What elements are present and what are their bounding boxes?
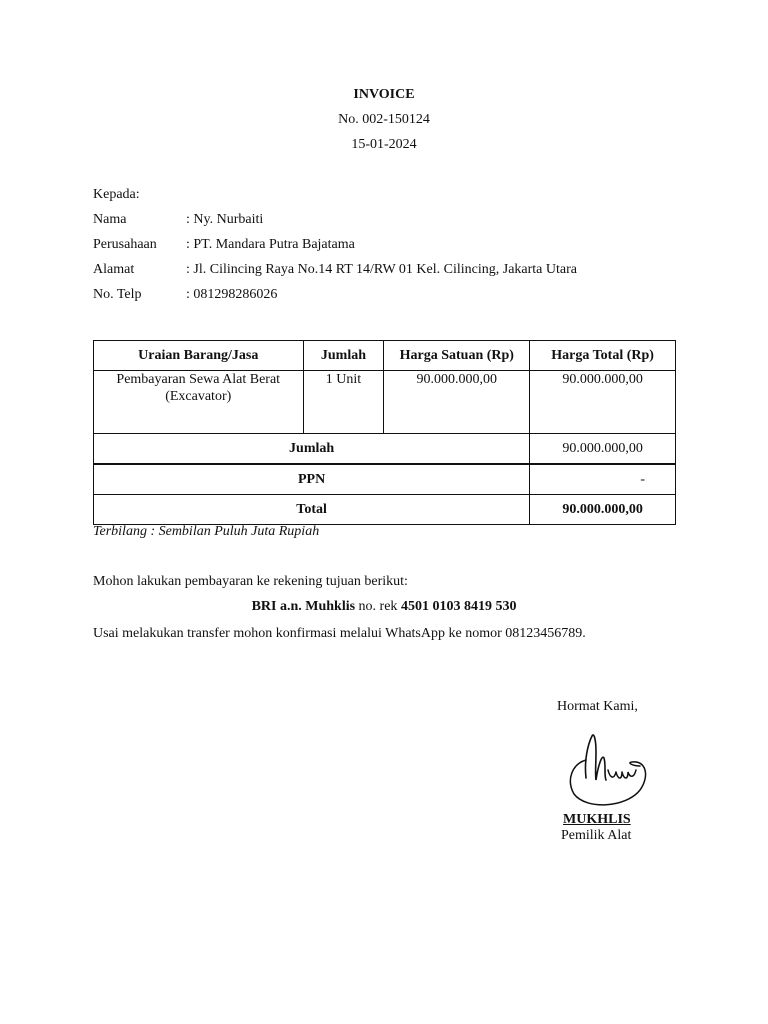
table-row — [94, 371, 676, 434]
subtotal-label: Jumlah — [94, 434, 530, 465]
payment-instruction: Mohon lakukan pembayaran ke rekening tujuan berikut: — [93, 574, 408, 589]
invoice-items-table — [93, 340, 676, 525]
invoice-date: 15-01-2024 — [351, 137, 417, 152]
col-header-quantity: Jumlah — [303, 341, 384, 371]
subtotal-row — [94, 434, 676, 465]
recipient-address-label: Alamat — [93, 262, 135, 277]
recipient-phone-value: : 081298286026 — [186, 287, 278, 302]
bank-name: BRI a.n. Muhklis — [251, 599, 356, 614]
col-header-description: Uraian Barang/Jasa — [94, 341, 304, 371]
recipient-name-label: Nama — [93, 212, 127, 227]
ppn-row — [94, 464, 676, 495]
invoice-title: INVOICE — [353, 87, 415, 102]
item-unit-price: 90.000.000,00 — [384, 371, 530, 434]
total-label: Total — [94, 495, 530, 525]
signatory-name: MUKHLIS — [563, 812, 631, 827]
item-description — [94, 371, 304, 434]
col-header-unit-price: Harga Satuan (Rp) — [384, 341, 530, 371]
confirmation-note: Usai melakukan transfer mohon konfirmasi melalui WhatsApp ke nomor 08123456789. — [93, 626, 586, 641]
ppn-label: PPN — [94, 464, 530, 495]
table-header-row — [94, 341, 676, 371]
invoice-number: No. 002-150124 — [338, 112, 430, 127]
amount-in-words: Terbilang : Sembilan Puluh Juta Rupiah — [93, 524, 320, 539]
bank-account-line — [0, 599, 768, 615]
signature-image — [556, 730, 652, 810]
col-header-total-price: Harga Total (Rp) — [530, 341, 676, 371]
item-total: 90.000.000,00 — [530, 371, 676, 434]
total-value: 90.000.000,00 — [530, 495, 676, 525]
ppn-value: - — [530, 464, 676, 495]
account-number: 4501 0103 8419 530 — [400, 599, 517, 614]
signatory-role: Pemilik Alat — [561, 828, 632, 843]
item-description-line2: (Excavator) — [165, 389, 232, 404]
recipient-company-label: Perusahaan — [93, 237, 157, 252]
account-prefix: no. rek — [355, 599, 401, 614]
total-row — [94, 495, 676, 525]
recipient-heading: Kepada: — [93, 187, 140, 202]
item-quantity: 1 Unit — [303, 371, 384, 434]
recipient-address-value: : Jl. Cilincing Raya No.14 RT 14/RW 01 Kel. Cilincing, Jakarta Utara — [186, 262, 577, 277]
recipient-name-value: : Ny. Nurbaiti — [186, 212, 264, 227]
recipient-phone-label: No. Telp — [93, 287, 142, 302]
closing-greeting: Hormat Kami, — [557, 699, 638, 714]
item-description-line1: Pembayaran Sewa Alat Berat — [116, 372, 281, 387]
subtotal-value: 90.000.000,00 — [530, 434, 676, 465]
recipient-company-value: : PT. Mandara Putra Bajatama — [186, 237, 355, 252]
